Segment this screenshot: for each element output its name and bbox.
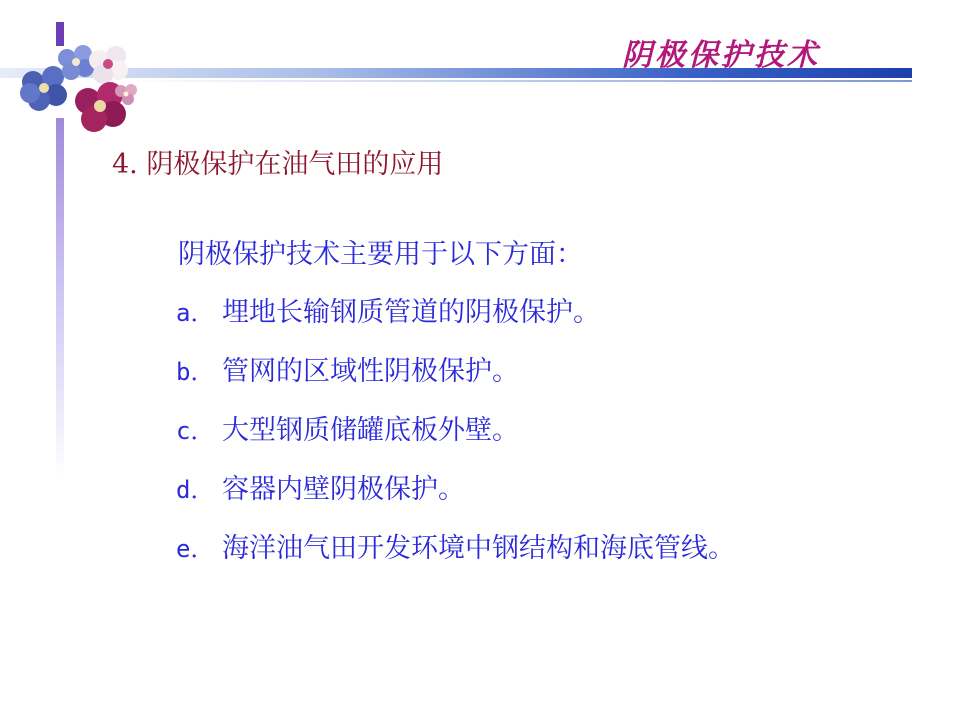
flower-white bbox=[89, 46, 128, 84]
list-marker: d． bbox=[176, 476, 215, 504]
header-title: 阴极保护技术 bbox=[622, 38, 820, 73]
flower-blue-left bbox=[20, 66, 67, 111]
list-item bbox=[176, 349, 735, 408]
list-marker: a． bbox=[176, 299, 215, 327]
list-item bbox=[176, 467, 735, 526]
flower-blue-top bbox=[58, 45, 94, 80]
list-item-text: 海洋油气田开发环境中钢结构和海底管线。 bbox=[222, 533, 735, 564]
application-list bbox=[176, 290, 735, 585]
list-item-text: 容器内壁阴极保护。 bbox=[222, 474, 465, 505]
list-marker: c． bbox=[176, 417, 215, 445]
list-item bbox=[176, 290, 735, 349]
intro-text: 阴极保护技术主要用于以下方面： bbox=[178, 239, 583, 270]
list-item-text: 管网的区域性阴极保护。 bbox=[222, 356, 519, 387]
list-marker: e． bbox=[176, 535, 215, 563]
list-marker: b． bbox=[176, 358, 215, 386]
list-item bbox=[176, 408, 735, 467]
section-heading: 4. 阴极保护在油气田的应用 bbox=[112, 149, 444, 180]
list-item-text: 大型钢质储罐底板外壁。 bbox=[222, 415, 519, 446]
list-item bbox=[176, 526, 735, 585]
header-rule-thin bbox=[120, 80, 912, 82]
list-item-text: 埋地长输钢质管道的阴极保护。 bbox=[222, 297, 600, 328]
accent-bar-vertical bbox=[56, 118, 64, 478]
flower-cluster-image bbox=[14, 40, 144, 135]
